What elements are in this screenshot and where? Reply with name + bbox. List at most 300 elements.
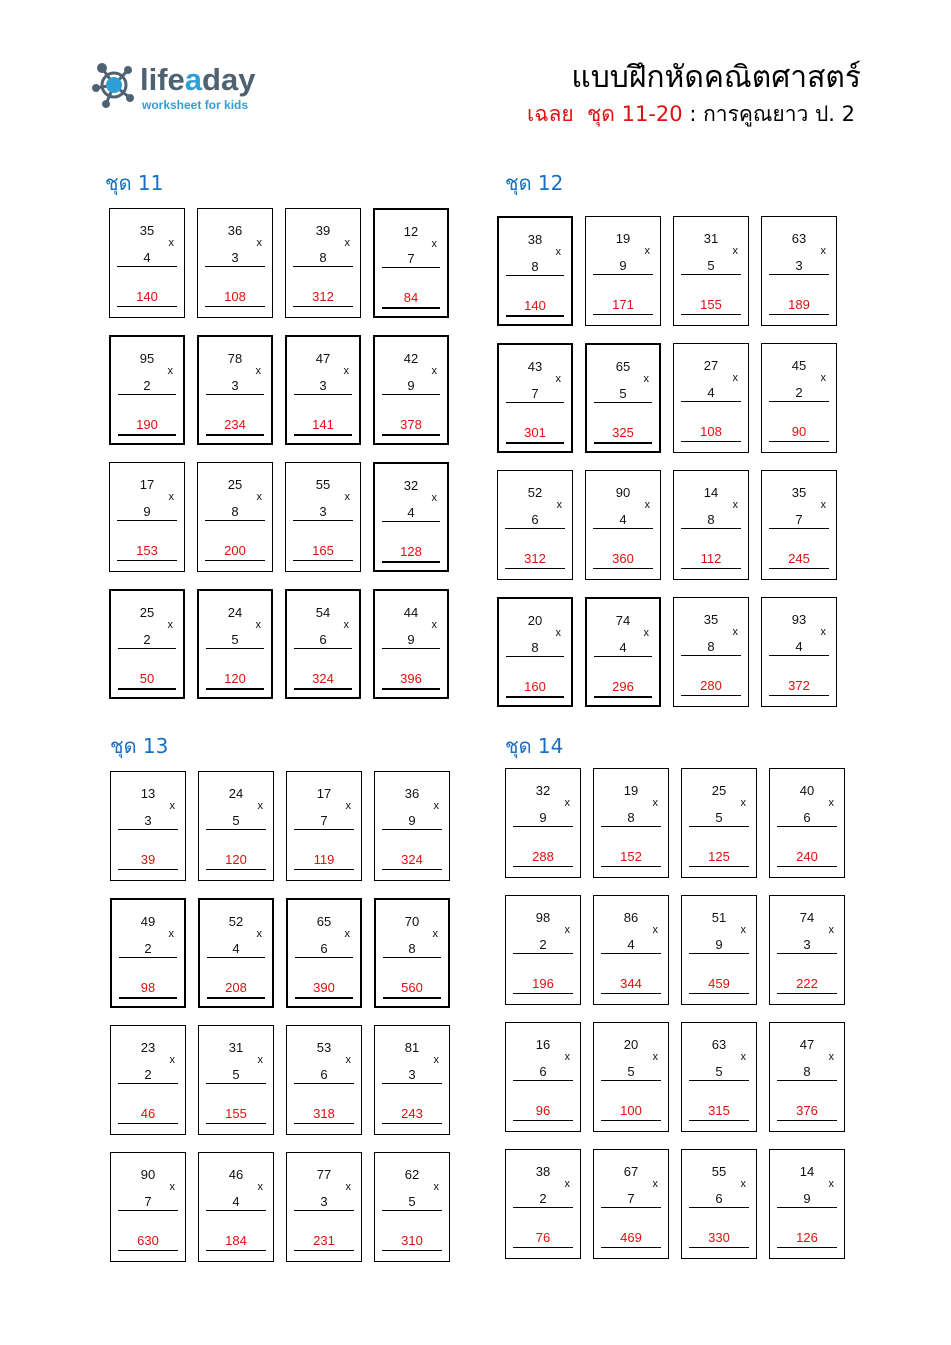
multiply-sign: x: [828, 797, 834, 809]
multiplicand: 24: [227, 605, 243, 620]
multiply-sign: x: [345, 800, 351, 812]
multiply-sign: x: [433, 800, 439, 812]
multiply-sign: x: [644, 245, 650, 257]
multiplier: 7: [627, 1191, 635, 1206]
operand-rule: [601, 953, 661, 954]
set-label: ชุด 14: [505, 734, 564, 758]
operand-rule: [689, 826, 749, 827]
operand-rule: [118, 394, 176, 395]
multiplier: 4: [232, 941, 240, 956]
operand-rule: [506, 275, 564, 276]
operand-rule: [506, 402, 564, 403]
problem-card: [198, 898, 274, 1008]
answer-rule: [206, 869, 266, 870]
logo-tagline: worksheet for kids: [142, 98, 249, 112]
multiplier: 9: [803, 1191, 811, 1206]
multiplier: 6: [803, 810, 811, 825]
problem-card: [593, 1022, 669, 1132]
multiplier: 3: [803, 937, 811, 952]
answer: 165: [312, 543, 334, 558]
multiply-sign: x: [431, 492, 437, 504]
answer: 39: [140, 852, 156, 867]
multiplicand: 25: [227, 477, 243, 492]
multiply-sign: x: [344, 237, 350, 249]
answer: 243: [401, 1106, 423, 1121]
multiply-sign: x: [344, 928, 350, 940]
multiplier: 8: [531, 259, 539, 274]
problem-card: [374, 898, 450, 1008]
answer: 189: [788, 297, 810, 312]
operand-rule: [681, 274, 741, 275]
answer: 119: [313, 852, 335, 867]
answer: 459: [708, 976, 730, 991]
answer: 126: [796, 1230, 818, 1245]
answer-rule: [777, 866, 837, 867]
problem-card: [673, 343, 749, 453]
problem-card: [110, 898, 186, 1008]
answer-rule: [769, 314, 829, 315]
answer-rule: [594, 696, 652, 698]
multiply-sign: x: [820, 245, 826, 257]
multiply-sign: x: [256, 491, 262, 503]
answer: 318: [313, 1106, 335, 1121]
multiplier: 8: [531, 640, 539, 655]
operand-rule: [207, 957, 265, 958]
multiplier: 9: [407, 378, 415, 393]
operand-rule: [118, 648, 176, 649]
multiply-sign: x: [256, 928, 262, 940]
multiplier: 3: [144, 813, 152, 828]
multiplier: 4: [707, 385, 715, 400]
answer: 141: [312, 417, 334, 432]
multiplicand: 55: [711, 1164, 727, 1179]
answer: 128: [400, 544, 422, 559]
operand-rule: [118, 829, 178, 830]
problem-card: [673, 470, 749, 580]
answer-rule: [382, 1250, 442, 1251]
operand-rule: [513, 953, 573, 954]
problem-card: [109, 335, 185, 445]
answer: 560: [401, 980, 423, 995]
answer-rule: [382, 561, 440, 563]
multiplicand: 35: [703, 612, 719, 627]
multiplicand: 62: [404, 1167, 420, 1182]
answer-key-label: เฉลย: [527, 102, 574, 126]
multiplicand: 65: [316, 914, 332, 929]
answer-rule: [206, 1123, 266, 1124]
multiplicand: 93: [791, 612, 807, 627]
answer-rule: [294, 688, 352, 690]
multiply-sign: x: [564, 1051, 570, 1063]
answer: 240: [796, 849, 818, 864]
multiplicand: 31: [703, 231, 719, 246]
answer-rule: [593, 314, 653, 315]
multiplier: 4: [232, 1194, 240, 1209]
answer-rule: [118, 434, 176, 436]
multiply-sign: x: [564, 1178, 570, 1190]
set-label: ชุด 11: [105, 171, 164, 195]
operand-rule: [681, 528, 741, 529]
problem-grid: [110, 771, 455, 1262]
operand-rule: [206, 1083, 266, 1084]
multiplicand: 39: [315, 223, 331, 238]
operand-rule: [206, 394, 264, 395]
answer: 301: [524, 425, 546, 440]
problem-card: [497, 470, 573, 580]
multiply-sign: x: [652, 797, 658, 809]
multiplicand: 35: [791, 485, 807, 500]
answer: 360: [612, 551, 634, 566]
multiplier: 2: [539, 937, 547, 952]
answer: 288: [532, 849, 554, 864]
multiplicand: 90: [140, 1167, 156, 1182]
multiplier: 2: [144, 1067, 152, 1082]
multiplier: 3: [319, 504, 327, 519]
multiplier: 6: [715, 1191, 723, 1206]
multiplier: 3: [320, 1194, 328, 1209]
answer: 376: [796, 1103, 818, 1118]
multiply-sign: x: [345, 1181, 351, 1193]
multiply-sign: x: [564, 924, 570, 936]
problem-card: [497, 216, 573, 326]
answer-rule: [382, 869, 442, 870]
operand-rule: [601, 1080, 661, 1081]
problem-card: [109, 208, 185, 318]
answer-rule: [118, 688, 176, 690]
multiplicand: 32: [535, 783, 551, 798]
problem-card: [585, 597, 661, 707]
operand-rule: [777, 1207, 837, 1208]
operand-rule: [513, 1080, 573, 1081]
problem-card: [681, 1022, 757, 1132]
problem-card: [673, 597, 749, 707]
multiply-sign: x: [652, 1178, 658, 1190]
operand-rule: [295, 957, 353, 958]
multiplicand: 47: [799, 1037, 815, 1052]
problem-card: [769, 895, 845, 1005]
multiply-sign: x: [431, 238, 437, 250]
multiplicand: 20: [623, 1037, 639, 1052]
set-range: ชุด 11-20: [587, 102, 683, 126]
answer-rule: [689, 993, 749, 994]
multiply-sign: x: [345, 1054, 351, 1066]
multiplier: 2: [143, 632, 151, 647]
multiply-sign: x: [644, 499, 650, 511]
answer: 171: [612, 297, 634, 312]
multiplicand: 17: [316, 786, 332, 801]
multiplier: 2: [144, 941, 152, 956]
multiply-sign: x: [820, 372, 826, 384]
operand-rule: [205, 520, 265, 521]
answer-rule: [206, 434, 264, 436]
answer: 222: [796, 976, 818, 991]
multiplicand: 74: [615, 613, 631, 628]
multiply-sign: x: [169, 1054, 175, 1066]
molecule-logo-icon: [90, 60, 138, 110]
multiplicand: 17: [139, 477, 155, 492]
operand-rule: [594, 656, 652, 657]
lifeaday-logo: [90, 60, 290, 116]
answer-rule: [777, 993, 837, 994]
multiply-sign: x: [168, 491, 174, 503]
answer: 378: [400, 417, 422, 432]
answer: 325: [612, 425, 634, 440]
answer: 140: [524, 298, 546, 313]
problem-card: [761, 343, 837, 453]
multiplier: 9: [715, 937, 723, 952]
operand-rule: [681, 401, 741, 402]
problem-card: [593, 1149, 669, 1259]
multiplier: 9: [539, 810, 547, 825]
multiply-sign: x: [431, 619, 437, 631]
answer-rule: [769, 695, 829, 696]
multiply-sign: x: [433, 1054, 439, 1066]
problem-card: [198, 1025, 274, 1135]
answer: 330: [708, 1230, 730, 1245]
multiply-sign: x: [257, 1054, 263, 1066]
multiplier: 6: [539, 1064, 547, 1079]
multiplier: 9: [143, 504, 151, 519]
multiplier: 5: [232, 813, 240, 828]
answer-rule: [513, 866, 573, 867]
operand-rule: [205, 266, 265, 267]
multiply-sign: x: [643, 627, 649, 639]
multiplier: 8: [408, 941, 416, 956]
operand-rule: [206, 648, 264, 649]
answer-rule: [294, 1123, 354, 1124]
problem-card: [374, 1152, 450, 1262]
operand-rule: [117, 520, 177, 521]
multiplicand: 86: [623, 910, 639, 925]
multiply-sign: x: [555, 373, 561, 385]
answer: 208: [225, 980, 247, 995]
problem-card: [681, 768, 757, 878]
answer: 245: [788, 551, 810, 566]
problem-card: [505, 1022, 581, 1132]
multiplicand: 35: [139, 223, 155, 238]
multiplicand: 38: [535, 1164, 551, 1179]
answer: 84: [403, 290, 419, 305]
answer-rule: [117, 560, 177, 561]
multiplicand: 77: [316, 1167, 332, 1182]
page-title: แบบฝึกหัดคณิตศาสตร์: [571, 60, 861, 95]
problem-card: [197, 589, 273, 699]
answer: 120: [225, 852, 247, 867]
multiply-sign: x: [257, 800, 263, 812]
problem-card: [373, 589, 449, 699]
multiplier: 8: [231, 504, 239, 519]
operand-rule: [769, 528, 829, 529]
operand-rule: [206, 829, 266, 830]
multiplier: 7: [531, 386, 539, 401]
page-subtitle: [527, 100, 855, 128]
multiply-sign: x: [740, 797, 746, 809]
answer: 184: [225, 1233, 247, 1248]
multiplier: 3: [231, 378, 239, 393]
multiplier: 4: [795, 639, 803, 654]
multiplier: 5: [627, 1064, 635, 1079]
answer: 155: [700, 297, 722, 312]
multiplicand: 45: [791, 358, 807, 373]
multiplicand: 78: [227, 351, 243, 366]
multiplier: 3: [231, 250, 239, 265]
multiplier: 5: [408, 1194, 416, 1209]
answer: 200: [224, 543, 246, 558]
multiply-sign: x: [556, 499, 562, 511]
problem-card: [285, 589, 361, 699]
operand-rule: [293, 520, 353, 521]
problem-card: [373, 335, 449, 445]
operand-rule: [294, 829, 354, 830]
operand-rule: [505, 528, 565, 529]
operand-rule: [681, 655, 741, 656]
operand-rule: [383, 957, 441, 958]
multiply-sign: x: [432, 928, 438, 940]
answer-rule: [205, 306, 265, 307]
problem-card: [585, 470, 661, 580]
answer-rule: [601, 1247, 661, 1248]
multiplier: 8: [803, 1064, 811, 1079]
operand-rule: [513, 826, 573, 827]
problem-card: [681, 1149, 757, 1259]
operand-rule: [382, 1083, 442, 1084]
problem-card: [761, 470, 837, 580]
multiply-sign: x: [167, 619, 173, 631]
problem-card: [110, 1152, 186, 1262]
multiplicand: 65: [615, 359, 631, 374]
multiply-sign: x: [555, 627, 561, 639]
operand-rule: [513, 1207, 573, 1208]
answer: 120: [224, 671, 246, 686]
multiply-sign: x: [343, 365, 349, 377]
answer-rule: [293, 560, 353, 561]
answer: 160: [524, 679, 546, 694]
answer-rule: [206, 688, 264, 690]
multiply-sign: x: [732, 245, 738, 257]
problem-card: [110, 1025, 186, 1135]
exercise-set-12: [505, 170, 850, 694]
answer-rule: [295, 997, 353, 999]
multiplicand: 38: [527, 232, 543, 247]
answer-rule: [513, 1247, 573, 1248]
multiplicand: 23: [140, 1040, 156, 1055]
operand-rule: [382, 1210, 442, 1211]
problem-card: [285, 208, 361, 318]
problem-card: [373, 462, 449, 572]
problem-card: [109, 589, 185, 699]
multiplicand: 44: [403, 605, 419, 620]
answer-rule: [118, 1123, 178, 1124]
multiplicand: 25: [139, 605, 155, 620]
problem-card: [110, 771, 186, 881]
answer: 125: [708, 849, 730, 864]
operand-rule: [117, 266, 177, 267]
multiplier: 9: [619, 258, 627, 273]
operand-rule: [601, 826, 661, 827]
multiplier: 4: [619, 512, 627, 527]
set-label: ชุด 13: [110, 734, 169, 758]
multiplicand: 12: [403, 224, 419, 239]
multiplicand: 63: [791, 231, 807, 246]
answer: 50: [139, 671, 155, 686]
multiply-sign: x: [168, 928, 174, 940]
problem-card: [593, 768, 669, 878]
multiplier: 8: [707, 639, 715, 654]
multiplicand: 14: [799, 1164, 815, 1179]
operand-rule: [382, 521, 440, 522]
multiply-sign: x: [255, 365, 261, 377]
operand-rule: [506, 656, 564, 657]
answer: 152: [620, 849, 642, 864]
operand-rule: [382, 394, 440, 395]
answer-rule: [382, 307, 440, 309]
answer: 98: [140, 980, 156, 995]
multiply-sign: x: [168, 237, 174, 249]
multiply-sign: x: [643, 373, 649, 385]
answer-rule: [689, 866, 749, 867]
answer: 296: [612, 679, 634, 694]
problem-card: [761, 597, 837, 707]
topic-label: การคูณยาว ป. 2: [703, 102, 855, 126]
answer-rule: [294, 1250, 354, 1251]
multiply-sign: x: [257, 1181, 263, 1193]
problem-card: [761, 216, 837, 326]
answer-rule: [293, 306, 353, 307]
answer-rule: [593, 568, 653, 569]
exercise-set-13: [110, 733, 455, 1253]
multiplier: 5: [707, 258, 715, 273]
answer: 469: [620, 1230, 642, 1245]
problem-card: [497, 597, 573, 707]
answer: 108: [224, 289, 246, 304]
multiply-sign: x: [732, 626, 738, 638]
multiplicand: 54: [315, 605, 331, 620]
multiply-sign: x: [555, 246, 561, 258]
multiplicand: 67: [623, 1164, 639, 1179]
operand-rule: [769, 655, 829, 656]
multiplier: 3: [408, 1067, 416, 1082]
answer-rule: [777, 1120, 837, 1121]
exercise-set-11: [105, 170, 450, 690]
multiplier: 3: [795, 258, 803, 273]
answer-rule: [382, 688, 440, 690]
problem-card: [198, 771, 274, 881]
problem-card: [585, 343, 661, 453]
answer-rule: [681, 568, 741, 569]
answer: 280: [700, 678, 722, 693]
multiply-sign: x: [256, 237, 262, 249]
answer-rule: [118, 869, 178, 870]
multiplier: 5: [232, 1067, 240, 1082]
multiplicand: 13: [140, 786, 156, 801]
multiplicand: 43: [527, 359, 543, 374]
multiplier: 8: [319, 250, 327, 265]
multiplicand: 53: [316, 1040, 332, 1055]
multiplier: 7: [407, 251, 415, 266]
answer-rule: [383, 997, 441, 999]
multiplicand: 74: [799, 910, 815, 925]
problem-card: [681, 895, 757, 1005]
answer: 108: [700, 424, 722, 439]
problem-card: [285, 335, 361, 445]
answer-rule: [506, 696, 564, 698]
answer-rule: [205, 560, 265, 561]
multiply-sign: x: [433, 1181, 439, 1193]
answer: 140: [136, 289, 158, 304]
multiplicand: 51: [711, 910, 727, 925]
answer: 153: [136, 543, 158, 558]
operand-rule: [118, 1210, 178, 1211]
